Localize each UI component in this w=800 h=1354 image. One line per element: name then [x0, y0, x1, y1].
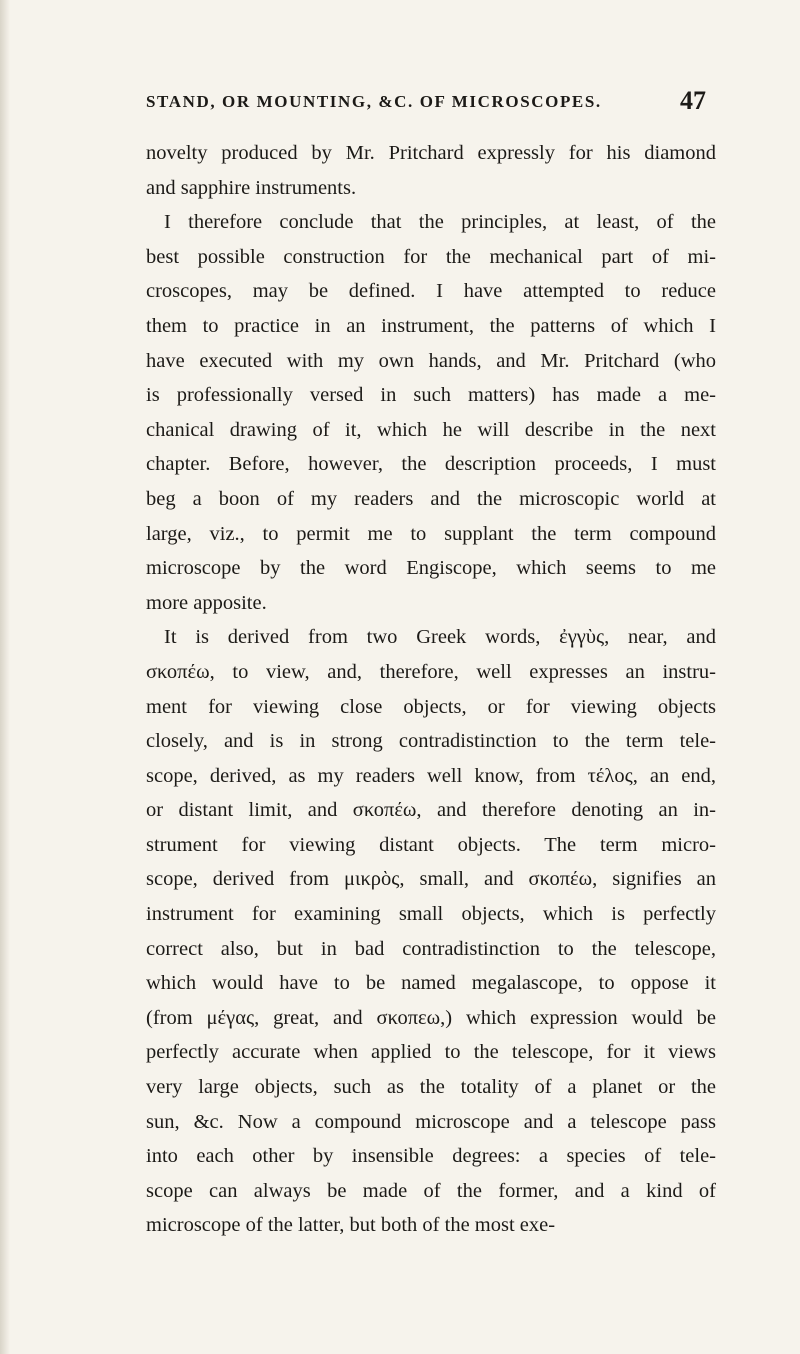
text-line: (from μέγας, great, and σκοπεω,) which expression would be	[146, 1006, 716, 1029]
text-line: croscopes, may be defined. I have attempted to reduce	[146, 280, 716, 303]
page-number: 47	[680, 86, 706, 115]
text-line: microscope of the latter, but both of the most exe-	[146, 1214, 556, 1237]
text-line: more apposite.	[146, 591, 267, 614]
text-line: correct also, but in bad contradistinction to the telescope,	[146, 937, 716, 960]
text-line: which would have to be named megalascope, to oppose it	[146, 972, 716, 995]
text-line: scope, derived from μικρὸς, small, and σκοπέω, signifies an	[146, 868, 716, 891]
text-line: scope can always be made of the former, and a kind of	[146, 1179, 716, 1202]
text-line: I therefore conclude that the principles, at least, of the	[164, 211, 716, 234]
text-line: instrument for examining small objects, which is perfectly	[146, 903, 716, 926]
text-line: them to practice in an instrument, the patterns of which I	[146, 314, 716, 337]
text-line: strument for viewing distant objects. The term micro-	[146, 833, 716, 856]
text-line: into each other by insensible degrees: a species of tele-	[146, 1145, 716, 1168]
text-line: σκοπέω, to view, and, therefore, well expresses an instru-	[146, 660, 716, 683]
text-line: or distant limit, and σκοπέω, and therefore denoting an in-	[146, 799, 716, 822]
running-head: STAND, OR MOUNTING, &C. OF MICROSCOPES.	[146, 92, 602, 111]
text-line: chapter. Before, however, the description proceeds, I must	[146, 453, 716, 476]
text-line: is professionally versed in such matters) has made a me-	[146, 384, 716, 407]
text-line: large, viz., to permit me to supplant the term compound	[146, 522, 716, 545]
body-text	[146, 136, 716, 1243]
text-line: have executed with my own hands, and Mr. Pritchard (who	[146, 349, 716, 372]
text-line: ment for viewing close objects, or for viewing objects	[146, 695, 716, 718]
text-line: novelty produced by Mr. Pritchard expressly for his diamond	[146, 142, 716, 164]
text-line: sun, &c. Now a compound microscope and a telescope pass	[146, 1110, 716, 1133]
page-header	[146, 86, 706, 122]
text-line: closely, and is in strong contradistinction to the term tele-	[146, 730, 716, 753]
text-line: chanical drawing of it, which he will describe in the next	[146, 418, 716, 441]
text-line: best possible construction for the mechanical part of mi-	[146, 245, 716, 268]
text-line: It is derived from two Greek words, ἐγγὺς, near, and	[164, 626, 716, 649]
text-line: beg a boon of my readers and the microscopic world at	[146, 487, 716, 510]
text-line: perfectly accurate when applied to the telescope, for it views	[146, 1041, 716, 1064]
page-edge-shadow	[0, 0, 10, 1354]
text-line: scope, derived, as my readers well know, from τέλος, an end,	[146, 764, 716, 787]
text-line: microscope by the word Engiscope, which seems to me	[146, 557, 716, 580]
text-line: very large objects, such as the totality of a planet or the	[146, 1076, 716, 1099]
text-line: and sapphire instruments.	[146, 176, 357, 199]
